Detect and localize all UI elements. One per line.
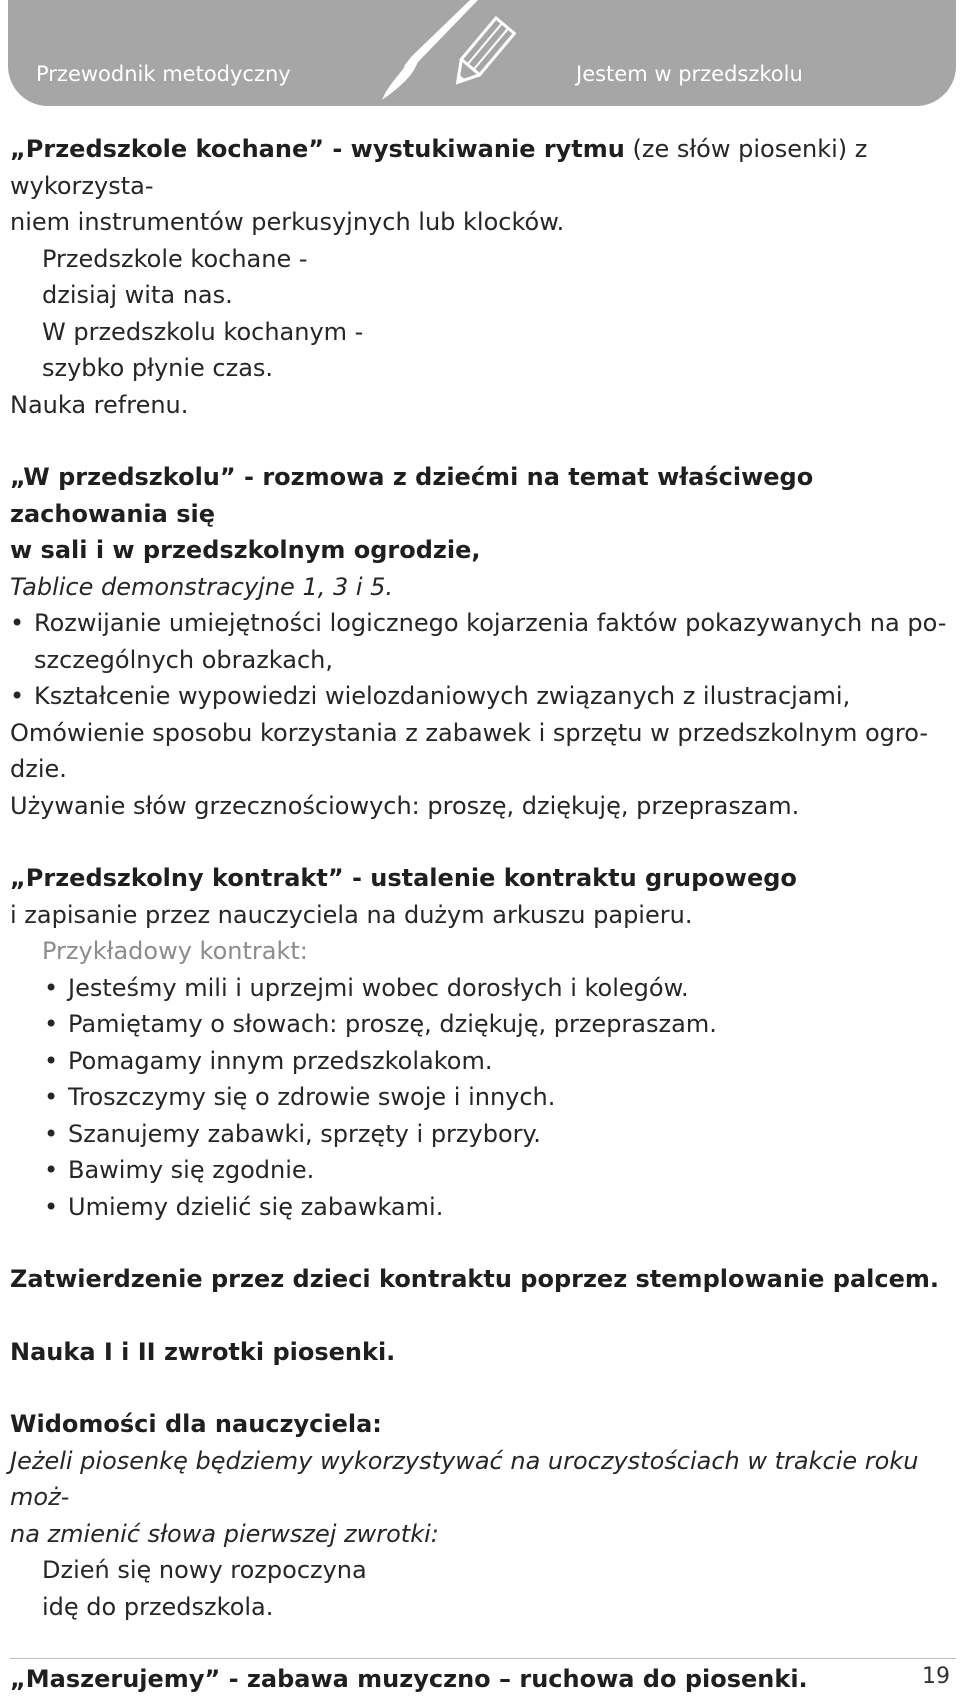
- section2-title: „W przedszkolu” - rozmowa z dziećmi na temat właściwego zachowania się: [10, 463, 814, 528]
- example-label: Przykładowy kontrakt:: [42, 937, 308, 965]
- section7-title: „Maszerujemy” - zabawa muzyczno – ruchowa do piosenki.: [10, 1665, 808, 1693]
- list-item: • Umiemy dzielić się zabawkami.: [44, 1192, 444, 1221]
- bullet: •: [10, 682, 25, 710]
- section6-italic-line: na zmienić słowa pierwszej zwrotki:: [10, 1519, 439, 1548]
- header-right-title: Jestem w przedszkolu: [576, 62, 803, 86]
- lyric-line: szybko płynie czas.: [42, 354, 274, 382]
- lyric-line: idę do przedszkola.: [42, 1592, 274, 1621]
- list-item: • Szanujemy zabawki, sprzęty i przybory.: [44, 1119, 541, 1148]
- list-item: • Kształcenie wypowiedzi wielozdaniowych związanych z ilustracjami,: [10, 678, 956, 715]
- page-number: 19: [922, 1664, 950, 1689]
- section2-title-line2: w sali i w przedszkolnym ogrodzie,: [10, 536, 481, 564]
- section1-note: Nauka refrenu.: [10, 390, 189, 419]
- lyric-line: Dzień się nowy rozpoczyna: [42, 1556, 367, 1584]
- paintbrush-and-pencil-icon: [378, 0, 558, 106]
- lyric-line: Przedszkole kochane -: [42, 244, 308, 273]
- page-content: [10, 131, 956, 1698]
- contract-list: [10, 970, 956, 1226]
- list-item: • Pomagamy innym przedszkolakom.: [44, 1046, 493, 1075]
- list-item: • Bawimy się zgodnie.: [44, 1156, 315, 1184]
- list-item: • Troszczymy się o zdrowie swoje i innych.: [44, 1083, 556, 1111]
- bullet: •: [10, 609, 25, 637]
- section3-subtitle: i zapisanie przez nauczyciela na dużym arkuszu papieru.: [10, 900, 693, 929]
- list-item: • Rozwijanie umiejętności logicznego kojarzenia faktów pokazywanych na po- szczególnych obrazkach,: [10, 605, 956, 678]
- section2-reference: Tablice demonstracyjne 1, 3 i 5.: [10, 572, 394, 601]
- list-item: • Jesteśmy mili i uprzejmi wobec dorosłych i kolegów.: [44, 973, 689, 1002]
- section2-paragraph: Omówienie sposobu korzystania z zabawek i sprzętu w przedszkolnym ogro-: [10, 718, 929, 747]
- section2-paragraph-cont: dzie.: [10, 755, 67, 783]
- section1-title-line2: niem instrumentów perkusyjnych lub klocków.: [10, 208, 565, 236]
- lyric-line: W przedszkolu kochanym -: [42, 317, 364, 346]
- section5-title: Nauka I i II zwrotki piosenki.: [10, 1337, 396, 1366]
- section4-title: Zatwierdzenie przez dzieci kontraktu poprzez stemplowanie palcem.: [10, 1265, 940, 1293]
- lyric-line: dzisiaj wita nas.: [42, 281, 233, 309]
- page-header: [8, 0, 956, 106]
- list-item: • Pamiętamy o słowach: proszę, dziękuję, przepraszam.: [44, 1010, 717, 1038]
- section3-title: „Przedszkolny kontrakt” - ustalenie kontraktu grupowego: [10, 864, 797, 892]
- section6-italic-line: Jeżeli piosenkę będziemy wykorzystywać na uroczystościach w trakcie roku moż-: [10, 1446, 919, 1511]
- section2-paragraph: Używanie słów grzecznościowych: proszę, dziękuję, przepraszam.: [10, 791, 800, 820]
- footer-divider: [10, 1658, 956, 1659]
- section1-title: „Przedszkole kochane” - wystukiwanie rytmu (ze słów piosenki) z wykorzysta-: [10, 135, 868, 200]
- section6-title: Widomości dla nauczyciela:: [10, 1410, 382, 1438]
- header-left-title: Przewodnik metodyczny: [36, 62, 291, 86]
